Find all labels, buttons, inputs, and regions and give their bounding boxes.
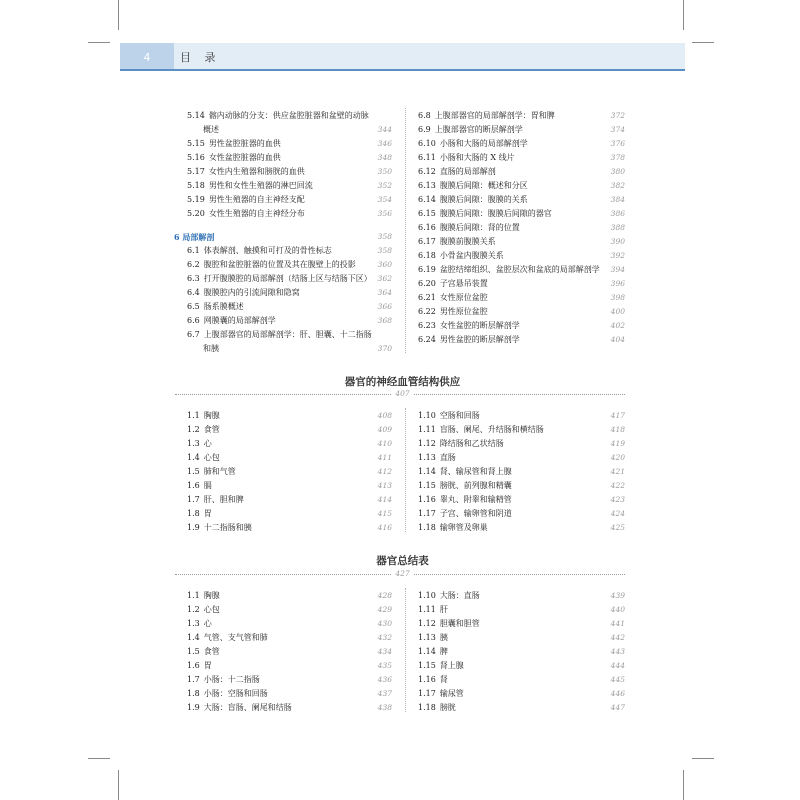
toc-entry[interactable] <box>418 437 625 451</box>
toc-entry-number: 6.3 <box>187 274 200 283</box>
toc-entry-title: 降结肠和乙状结肠 <box>439 439 504 448</box>
toc-entry[interactable] <box>187 272 392 286</box>
toc-entry-page: 438 <box>377 703 392 712</box>
toc-entry-number: 1.10 <box>418 591 436 600</box>
toc-entry-number: 6.14 <box>418 195 436 204</box>
toc-entry-page: 402 <box>610 321 625 330</box>
toc-entry[interactable] <box>418 673 625 687</box>
toc-entry-number: 1.12 <box>418 619 436 628</box>
toc-entry[interactable] <box>418 631 625 645</box>
toc-entry-page: 404 <box>610 335 625 344</box>
toc-entry-page: 346 <box>377 139 392 148</box>
section-page-number: 407 <box>392 389 412 398</box>
toc-entry[interactable] <box>187 409 392 423</box>
toc-entry[interactable] <box>187 258 392 272</box>
toc-entry[interactable] <box>418 521 625 535</box>
toc-entry[interactable] <box>418 151 625 165</box>
toc-entry-number: 1.5 <box>187 467 200 476</box>
toc-entry[interactable] <box>418 451 625 465</box>
toc-entry[interactable] <box>187 328 392 342</box>
toc-entry-title: 体表解剖、触摸和可打及的骨性标志 <box>203 246 332 255</box>
toc-entry-page: 392 <box>610 251 625 260</box>
toc-entry-title: 空肠和回肠 <box>439 411 480 420</box>
toc-entry-page: 362 <box>377 274 392 283</box>
toc-entry-title: 大肠：直肠 <box>439 591 480 600</box>
toc-entry-page: 412 <box>377 467 392 476</box>
toc-entry-title: 心包 <box>203 453 220 462</box>
toc-entry[interactable] <box>187 521 392 535</box>
toc-entry-title: 腹膜前腹膜关系 <box>439 237 496 246</box>
toc-entry-page: 366 <box>377 302 392 311</box>
toc-entry-page: 374 <box>610 125 625 134</box>
crop-mark <box>88 758 110 759</box>
toc-entry-number: 1.5 <box>187 647 200 656</box>
toc-entry-title: 髂内动脉的分支：供应盆腔脏器和盆壁的动脉 <box>208 111 369 120</box>
toc-entry-page: 380 <box>610 167 625 176</box>
toc-entry[interactable] <box>418 277 625 291</box>
crop-mark <box>683 0 684 30</box>
toc-entry[interactable] <box>187 423 392 437</box>
toc-entry-number: 1.6 <box>187 661 200 670</box>
toc-entry-page: 350 <box>377 167 392 176</box>
toc-entry-number: 1.4 <box>187 453 200 462</box>
crop-mark <box>118 0 119 30</box>
toc-entry[interactable] <box>187 631 392 645</box>
toc-entry-title: 小肠：十二指肠 <box>203 675 260 684</box>
toc-entry[interactable] <box>418 179 625 193</box>
toc-entry[interactable] <box>418 423 625 437</box>
toc-entry[interactable] <box>418 617 625 631</box>
toc-entry-title: 气管、支气管和肺 <box>203 633 268 642</box>
toc-entry-number: 1.9 <box>187 703 200 712</box>
toc-entry[interactable] <box>418 333 625 347</box>
toc-entry-page: 360 <box>377 260 392 269</box>
toc-entry-page: 408 <box>377 411 392 420</box>
toc-entry[interactable] <box>418 659 625 673</box>
toc-entry-continuation[interactable] <box>203 123 392 137</box>
toc-entry-number: 1.11 <box>418 425 436 434</box>
toc-entry-page: 384 <box>610 195 625 204</box>
toc-entry[interactable] <box>187 286 392 300</box>
section-title: 器官总结表 <box>376 555 429 567</box>
toc-entry[interactable] <box>187 451 392 465</box>
toc-entry-page: 400 <box>610 307 625 316</box>
toc-entry-number: 1.1 <box>187 411 200 420</box>
toc-chapter-heading[interactable] <box>174 230 392 244</box>
toc-entry-page: 437 <box>377 689 392 698</box>
toc-entry[interactable] <box>187 701 392 715</box>
toc-entry-page: 420 <box>610 453 625 462</box>
toc-entry-title: 上腹部器官的局部解剖学：肝、胆囊、十二指肠 <box>203 330 372 339</box>
toc-entry-page: 388 <box>610 223 625 232</box>
page-number: 4 <box>120 43 174 70</box>
toc-entry-page: 382 <box>610 181 625 190</box>
toc-entry-page: 409 <box>377 425 392 434</box>
toc-entry-page: 443 <box>610 647 625 656</box>
toc-entry-page: 411 <box>377 453 392 462</box>
toc-entry[interactable] <box>187 300 392 314</box>
toc-entry-number: 1.16 <box>418 495 436 504</box>
toc-entry-number: 5.18 <box>187 181 205 190</box>
toc-entry-title: 肝 <box>439 605 448 614</box>
toc-entry-number: 1.4 <box>187 633 200 642</box>
toc-entry-number: 6.10 <box>418 139 436 148</box>
toc-entry-page: 418 <box>610 425 625 434</box>
toc-entry-page: 434 <box>377 647 392 656</box>
toc-entry-title: 概述 <box>203 125 219 134</box>
toc-entry-page: 386 <box>610 209 625 218</box>
toc-entry[interactable] <box>418 507 625 521</box>
toc-entry-number: 6.23 <box>418 321 436 330</box>
toc-entry[interactable] <box>418 249 625 263</box>
toc-entry-title: 男性和女性生殖器的淋巴回流 <box>208 181 313 190</box>
toc-entry-page: 378 <box>610 153 625 162</box>
toc-entry[interactable] <box>418 137 625 151</box>
toc-entry-number: 5.20 <box>187 209 205 218</box>
toc-entry-number: 1.11 <box>418 605 436 614</box>
toc-entry-number: 1.17 <box>418 509 436 518</box>
toc-entry[interactable] <box>418 263 625 277</box>
toc-entry[interactable] <box>187 109 392 123</box>
toc-entry-page: 354 <box>377 195 392 204</box>
toc-entry-page: 358 <box>377 232 392 241</box>
section-page <box>120 389 685 398</box>
toc-entry-page: 344 <box>377 125 392 134</box>
toc-entry[interactable] <box>418 319 625 333</box>
toc-entry[interactable] <box>418 589 625 603</box>
toc-entry-page: 368 <box>377 316 392 325</box>
toc-entry-title: 腹膜后间隙：肾的位置 <box>439 223 520 232</box>
toc-entry-title: 膈 <box>203 481 212 490</box>
toc-entry-title: 心 <box>203 439 212 448</box>
toc-entry-title: 盆腔结缔组织、盆腔层次和盆底的局部解剖学 <box>439 265 600 274</box>
toc-entry-number: 6.13 <box>418 181 436 190</box>
crop-mark <box>88 42 110 43</box>
toc-entry-number: 1.18 <box>418 703 436 712</box>
toc-entry-title: 网膜囊的局部解剖学 <box>203 316 276 325</box>
toc-entry-number: 1.3 <box>187 439 200 448</box>
toc-entry-title: 女性盆腔的断层解剖学 <box>439 321 520 330</box>
toc-entry-title: 输尿管 <box>439 689 464 698</box>
toc-entry[interactable] <box>187 314 392 328</box>
toc-entry-number: 5.19 <box>187 195 205 204</box>
toc-entry-page: 446 <box>610 689 625 698</box>
toc-entry-page: 432 <box>377 633 392 642</box>
toc-entry-page: 441 <box>610 619 625 628</box>
toc-entry-title: 十二指肠和胰 <box>203 523 252 532</box>
toc-entry[interactable] <box>187 137 392 151</box>
toc-entry-title: 男性盆腔脏器的血供 <box>208 139 281 148</box>
toc-entry[interactable] <box>418 235 625 249</box>
toc-entry[interactable] <box>187 244 392 258</box>
toc-entry-page: 428 <box>377 591 392 600</box>
section-page <box>120 569 685 578</box>
toc-entry-title: 小肠：空肠和回肠 <box>203 689 268 698</box>
toc-entry-page: 358 <box>377 246 392 255</box>
toc-entry-number: 1.9 <box>187 523 200 532</box>
toc-entry-title: 胃 <box>203 509 212 518</box>
toc-entry-title: 男性生殖器的自主神经支配 <box>208 195 305 204</box>
toc-entry-title: 腹膜后间隙：腹膜的关系 <box>439 195 528 204</box>
toc-entry-number: 1.14 <box>418 647 436 656</box>
toc-entry-number: 6.20 <box>418 279 436 288</box>
crop-mark <box>683 770 684 800</box>
toc-entry[interactable] <box>187 151 392 165</box>
toc-entry-title: 直肠的局部解剖 <box>439 167 496 176</box>
toc-entry-title: 胰 <box>439 633 448 642</box>
toc-entry[interactable] <box>187 659 392 673</box>
section-page-number: 427 <box>392 569 412 578</box>
toc-entry-page: 415 <box>377 509 392 518</box>
crop-mark <box>692 42 714 43</box>
toc-entry-number: 5.16 <box>187 153 205 162</box>
toc-chapter-number: 6 <box>174 232 180 242</box>
toc-entry[interactable] <box>418 701 625 715</box>
toc-entry-title: 腹膜后间隙：概述和分区 <box>439 181 528 190</box>
toc-entry-page: 414 <box>377 495 392 504</box>
toc-entry-title: 男性盆腔的断层解剖学 <box>439 335 520 344</box>
toc-entry-page: 430 <box>377 619 392 628</box>
section-title: 器官的神经血管结构供应 <box>344 376 461 388</box>
toc-entry-page: 352 <box>377 181 392 190</box>
toc-entry-number: 6.11 <box>418 153 436 162</box>
toc-entry-number: 6.22 <box>418 307 436 316</box>
column-divider <box>405 408 406 532</box>
toc-entry-page: 356 <box>377 209 392 218</box>
crop-mark <box>692 758 714 759</box>
toc-entry[interactable] <box>187 617 392 631</box>
toc-entry-number: 1.2 <box>187 605 200 614</box>
toc-entry-title: 打开腹膜腔的局部解剖（结肠上区与结肠下区） <box>203 274 372 283</box>
toc-entry-number: 6.2 <box>187 260 200 269</box>
toc-entry-number: 6.18 <box>418 251 436 260</box>
toc-entry-number: 1.16 <box>418 675 436 684</box>
toc-entry-page: 416 <box>377 523 392 532</box>
toc-entry-page: 444 <box>610 661 625 670</box>
toc-entry[interactable] <box>418 165 625 179</box>
toc-chapter-title: 局部解剖 <box>182 232 215 242</box>
toc-entry-number: 1.10 <box>418 411 436 420</box>
toc-entry[interactable] <box>418 123 625 137</box>
toc-entry[interactable] <box>187 437 392 451</box>
toc-entry-title: 胸腺 <box>203 411 220 420</box>
toc-entry[interactable] <box>418 305 625 319</box>
toc-entry[interactable] <box>187 589 392 603</box>
toc-entry-number: 1.8 <box>187 509 200 518</box>
toc-entry-title: 上腹部器官的局部解剖学：胃和脾 <box>434 111 555 120</box>
toc-entry-page: 390 <box>610 237 625 246</box>
toc-entry-number: 1.18 <box>418 523 436 532</box>
toc-entry-number: 6.16 <box>418 223 436 232</box>
toc-entry-title: 睾丸、附睾和输精管 <box>439 495 512 504</box>
toc-entry-number: 1.8 <box>187 689 200 698</box>
toc-entry-number: 6.1 <box>187 246 200 255</box>
toc-entry-number: 5.14 <box>187 111 205 120</box>
toc-entry-page: 424 <box>610 509 625 518</box>
toc-entry[interactable] <box>418 409 625 423</box>
toc-entry[interactable] <box>418 493 625 507</box>
toc-entry-page: 348 <box>377 153 392 162</box>
toc-entry-page: 419 <box>610 439 625 448</box>
toc-entry-title: 和胰 <box>203 344 219 353</box>
toc-entry-number: 1.2 <box>187 425 200 434</box>
toc-entry[interactable] <box>187 687 392 701</box>
toc-entry-number: 1.15 <box>418 481 436 490</box>
toc-entry-title: 女性盆腔脏器的血供 <box>208 153 281 162</box>
toc-entry-number: 6.4 <box>187 288 200 297</box>
toc-entry[interactable] <box>187 479 392 493</box>
toc-entry-page: 421 <box>610 467 625 476</box>
toc-entry-page: 417 <box>610 411 625 420</box>
toc-entry-number: 6.15 <box>418 209 436 218</box>
toc-entry[interactable] <box>187 603 392 617</box>
toc-entry-continuation[interactable] <box>203 342 392 356</box>
toc-entry[interactable] <box>187 507 392 521</box>
toc-entry-number: 1.13 <box>418 633 436 642</box>
toc-entry-title: 心 <box>203 619 212 628</box>
toc-entry[interactable] <box>187 179 392 193</box>
toc-entry[interactable] <box>187 673 392 687</box>
toc-entry[interactable] <box>418 603 625 617</box>
toc-entry-number: 1.3 <box>187 619 200 628</box>
toc-entry-title: 上腹部器官的断层解剖学 <box>434 125 523 134</box>
toc-entry-number: 6.21 <box>418 293 436 302</box>
toc-entry-number: 1.7 <box>187 495 200 504</box>
toc-entry-title: 腹膜后间隙：腹膜后间隙的器官 <box>439 209 552 218</box>
toc-entry-number: 1.12 <box>418 439 436 448</box>
toc-entry-title: 脾 <box>439 647 448 656</box>
toc-entry-title: 食管 <box>203 647 220 656</box>
toc-entry-title: 直肠 <box>439 453 456 462</box>
toc-entry-title: 腹腔和盆腔脏器的位置及其在腹壁上的投影 <box>203 260 356 269</box>
toc-entry[interactable] <box>187 193 392 207</box>
toc-entry[interactable] <box>187 493 392 507</box>
toc-entry[interactable] <box>418 221 625 235</box>
column-divider <box>405 108 406 353</box>
toc-entry[interactable] <box>418 109 625 123</box>
toc-entry-title: 肾 <box>439 675 448 684</box>
toc-entry-page: 440 <box>610 605 625 614</box>
toc-entry-page: 413 <box>377 481 392 490</box>
toc-entry-title: 小肠和大肠的局部解剖学 <box>439 139 528 148</box>
toc-entry-title: 胆囊和胆管 <box>439 619 480 628</box>
toc-entry-page: 439 <box>610 591 625 600</box>
toc-entry-title: 胸腺 <box>203 591 220 600</box>
toc-entry-number: 6.8 <box>418 111 431 120</box>
toc-entry-page: 423 <box>610 495 625 504</box>
toc-entry-title: 肾上腺 <box>439 661 464 670</box>
toc-entry-page: 442 <box>610 633 625 642</box>
header-rule <box>120 69 685 71</box>
toc-entry-page: 394 <box>610 265 625 274</box>
toc-entry-number: 6.9 <box>418 125 431 134</box>
toc-entry-number: 1.1 <box>187 591 200 600</box>
toc-entry-page: 376 <box>610 139 625 148</box>
toc-entry-page: 436 <box>377 675 392 684</box>
toc-entry-number: 6.7 <box>187 330 200 339</box>
toc-entry-title: 小肠和大肠的 X 线片 <box>439 153 515 162</box>
running-header-title: 目 录 <box>180 51 221 64</box>
toc-entry[interactable] <box>418 687 625 701</box>
toc-entry-number: 1.14 <box>418 467 436 476</box>
toc-entry[interactable] <box>187 165 392 179</box>
toc-entry-number: 1.15 <box>418 661 436 670</box>
toc-entry[interactable] <box>418 645 625 659</box>
toc-entry-page: 429 <box>377 605 392 614</box>
toc-entry-title: 肠系膜概述 <box>203 302 244 311</box>
toc-entry-number: 6.24 <box>418 335 436 344</box>
toc-entry-page: 410 <box>377 439 392 448</box>
toc-entry-title: 小骨盆内腹膜关系 <box>439 251 504 260</box>
toc-entry-page: 370 <box>377 344 392 353</box>
toc-entry-title: 腹膜腔内的引流间隙和隐窝 <box>203 288 300 297</box>
toc-entry-page: 396 <box>610 279 625 288</box>
toc-entry[interactable] <box>418 479 625 493</box>
toc-entry-page: 364 <box>377 288 392 297</box>
toc-entry[interactable] <box>418 465 625 479</box>
toc-entry-title: 大肠：盲肠、阑尾和结肠 <box>203 703 292 712</box>
toc-entry-number: 6.17 <box>418 237 436 246</box>
toc-entry-title: 盲肠、阑尾、升结肠和横结肠 <box>439 425 544 434</box>
toc-entry-number: 6.5 <box>187 302 200 311</box>
toc-entry-title: 子宫悬吊装置 <box>439 279 488 288</box>
toc-entry-page: 425 <box>610 523 625 532</box>
toc-entry-number: 1.6 <box>187 481 200 490</box>
toc-entry[interactable] <box>418 291 625 305</box>
toc-entry-title: 女性生殖器的自主神经分布 <box>208 209 305 218</box>
toc-entry-title: 食管 <box>203 425 220 434</box>
toc-entry-title: 女性内生殖器和膀胱的血供 <box>208 167 305 176</box>
toc-entry-number: 6.19 <box>418 265 436 274</box>
toc-entry-page: 447 <box>610 703 625 712</box>
toc-entry-title: 胃 <box>203 661 212 670</box>
toc-entry[interactable] <box>418 207 625 221</box>
toc-entry-page: 372 <box>610 111 625 120</box>
toc-entry-title: 输卵管及卵巢 <box>439 523 488 532</box>
toc-entry-number: 1.17 <box>418 689 436 698</box>
toc-entry-title: 膀胱 <box>439 703 456 712</box>
crop-mark <box>118 770 119 800</box>
toc-entry-title: 肝、胆和脾 <box>203 495 244 504</box>
toc-entry-number: 5.17 <box>187 167 205 176</box>
toc-entry-title: 心包 <box>203 605 220 614</box>
toc-entry-number: 6.6 <box>187 316 200 325</box>
toc-entry-title: 子宫、输卵管和阴道 <box>439 509 512 518</box>
toc-entry[interactable] <box>418 193 625 207</box>
toc-entry[interactable] <box>187 207 392 221</box>
toc-entry-number: 5.15 <box>187 139 205 148</box>
toc-entry-title: 女性原位盆腔 <box>439 293 488 302</box>
toc-entry-title: 男性原位盆腔 <box>439 307 488 316</box>
toc-entry-page: 422 <box>610 481 625 490</box>
toc-entry-title: 肺和气管 <box>203 467 236 476</box>
toc-entry-number: 6.12 <box>418 167 436 176</box>
toc-entry-page: 445 <box>610 675 625 684</box>
toc-entry-number: 1.13 <box>418 453 436 462</box>
toc-entry-title: 膀胱、前列腺和精囊 <box>439 481 512 490</box>
column-divider <box>405 588 406 712</box>
toc-entry-title: 肾、输尿管和肾上腺 <box>439 467 512 476</box>
toc-entry[interactable] <box>187 465 392 479</box>
toc-entry[interactable] <box>187 645 392 659</box>
toc-entry-page: 398 <box>610 293 625 302</box>
toc-entry-number: 1.7 <box>187 675 200 684</box>
toc-entry-page: 435 <box>377 661 392 670</box>
